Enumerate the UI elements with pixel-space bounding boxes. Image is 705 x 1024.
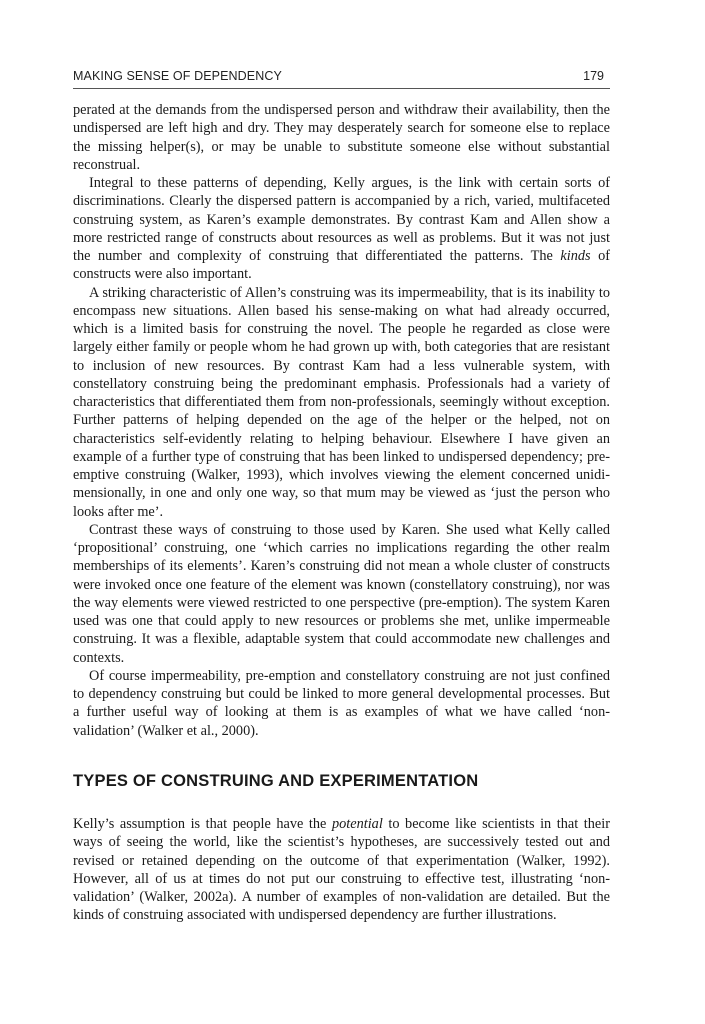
page-number: 179 [583,69,604,83]
body-text [73,101,610,925]
paragraph-text: Contrast these ways of construing to those used by Karen. She used what Kelly called ‘propositional’ construing, one ‘which carries no implications regarding the other realm memberships of its elements’. Karen’s construing did not mean a whole cluster of constructs were invoked once one feature of the element was known (constellatory construing), nor was the way elements were viewed restricted to one perspective (pre-emption). The system Karen used was one that could apply to new resources or problems she met, unlike impermeable construing. It was a flexible, adaptable system that could accommodate new challenges and contexts. [73,521,610,666]
paragraph-text: A striking characteristic of Allen’s construing was its impermeability, that is its inability to encompass new situations. Allen based his sense-making on what had already occurred, which is a limited basis for construing the novel. The people he regarded as close were largely either family or people whom he had grown up with, both categories that are resistant to inclusion of new resources. By contrast Kam had a less vulnerable system, with constellatory construing being the predominant emphasis. Professionals had a variety of characteristics that differentiated them from non-professionals, seemingly without exception. Further patterns of helping depended on the age of the helper or the helped, not on characteristics self-evidently relating to helping behaviour. Elsewhere I have given an example of a further type of construing that has been linked to undispersed dependency; pre-emptive construing (Walker, 1993), which involves viewing the element concerned unidimensionally, in one and only one way, so that mum may be viewed as ‘just the person who looks after me’. [73,284,610,520]
section-heading: TYPES OF CONSTRUING AND EXPERIMENTATION [73,771,479,790]
paragraph-propositional [73,521,610,667]
emphasis-potential: potential [331,816,383,832]
header-rule [73,88,610,89]
paragraph-non-validation [73,667,610,740]
paragraph-scientists [73,815,610,925]
emphasis-kinds: kinds [560,248,591,264]
paragraph-text: to become like scientists in that their ways of seeing the world, like the scientist’s hypotheses, are successively tested out and revised or retained depending on the outcome of that experimentation (Walker, 1992). However, all of us at times do not put our construing to effective test, illustrating ‘non-validation’ (Walker, 2002a). A number of examples of non-validation are detailed. But the kinds of construing associated with undispersed dependency are further illustrations. [73,816,610,924]
paragraph-impermeability [73,284,610,521]
running-header [73,66,610,88]
paragraph-continuation [73,101,610,174]
paragraph-text: Of course impermeability, pre-emption and constellatory construing are not just confined to dependency construing but could be linked to more general developmental processes. But a further useful way of looking at them is as examples of what we have called ‘non-validation’ (Walker et al., 2000). [73,667,610,739]
paragraph-text: Integral to these patterns of depending, Kelly argues, is the link with certain sorts of discriminations. Clearly the dispersed pattern is accompanied by a rich, varied, multifaceted construing system, as Karen’s example demonstrates. By contrast Kam and Allen show a more restricted range of constructs about resources as well as problems. But it was not just the number and complexity of construing that differentiated the patterns. The [73,175,610,264]
paragraph-discriminations [73,174,610,284]
paragraph-text: Kelly’s assumption is that people have the [73,816,332,832]
paragraph-text: of constructs were also important. [73,248,610,283]
running-title: MAKING SENSE OF DEPENDENCY [73,69,282,83]
paragraph-text: perated at the demands from the undispersed person and withdraw their availability, then the undispersed are left high and dry. They may desperately search for someone else to replace the missing helper(s), or may be unable to substitute someone else without substantial reconstrual. [73,102,610,173]
